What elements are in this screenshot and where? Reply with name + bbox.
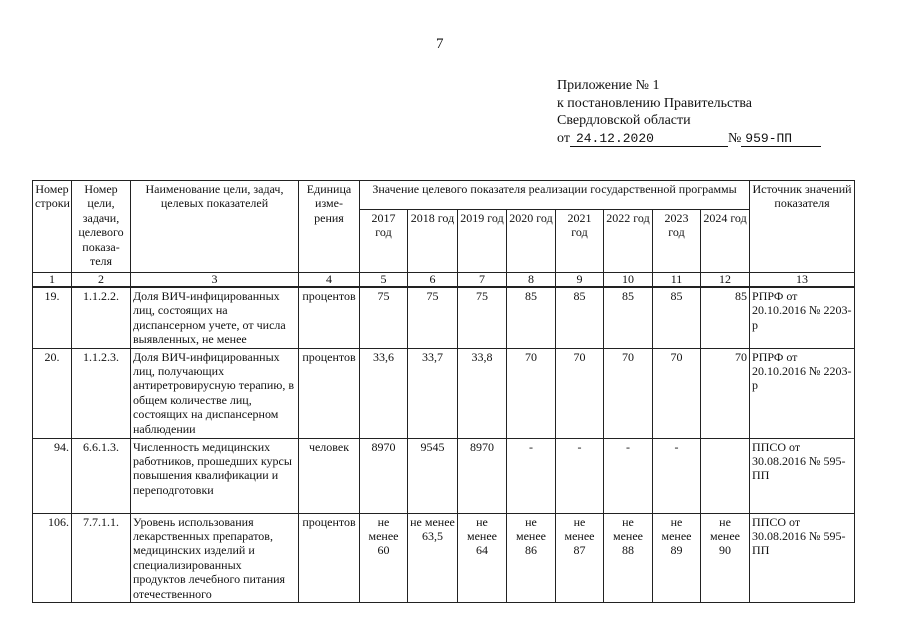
column-number: 12 bbox=[701, 273, 750, 288]
indicator-name: Доля ВИЧ-инфицированных лиц, получающих антиретровирусную терапию, в общем количестве лиц, состоящих на диспансерном наблюдении bbox=[131, 348, 299, 438]
column-number: 3 bbox=[131, 273, 299, 288]
value-cell: 8970 bbox=[360, 438, 408, 513]
value-cell: 9545 bbox=[408, 438, 458, 513]
column-number: 11 bbox=[653, 273, 701, 288]
column-number: 1 bbox=[33, 273, 72, 288]
value-cell: не менее 64 bbox=[458, 513, 507, 602]
appendix-region-line: Свердловской области bbox=[557, 113, 691, 128]
header-year: 2024 год bbox=[701, 210, 750, 273]
header-unit: Единица изме-рения bbox=[299, 181, 360, 273]
value-cell: 33,6 bbox=[360, 348, 408, 438]
value-cell bbox=[701, 438, 750, 513]
column-number: 10 bbox=[604, 273, 653, 288]
value-cell: 70 bbox=[556, 348, 604, 438]
header-year: 2020 год bbox=[507, 210, 556, 273]
goal-number: 6.6.1.3. bbox=[72, 438, 131, 513]
source-cell: РПРФ от 20.10.2016 № 2203-р bbox=[750, 287, 855, 348]
table-row bbox=[33, 348, 855, 438]
column-number: 5 bbox=[360, 273, 408, 288]
value-cell: 33,8 bbox=[458, 348, 507, 438]
number-prefix: № bbox=[727, 130, 742, 146]
value-cell: 85 bbox=[507, 287, 556, 348]
source-cell: РПРФ от 20.10.2016 № 2203-р bbox=[750, 348, 855, 438]
value-cell: - bbox=[556, 438, 604, 513]
goal-number: 7.7.1.1. bbox=[72, 513, 131, 602]
date-prefix: от bbox=[557, 130, 570, 146]
indicator-name: Доля ВИЧ-инфицированных лиц, состоящих на диспансерном учете, от числа выявленных, не менее bbox=[131, 287, 299, 348]
value-cell: не менее 90 bbox=[701, 513, 750, 602]
appendix-title: Приложение № 1 bbox=[557, 78, 660, 93]
value-cell: 85 bbox=[556, 287, 604, 348]
header-goal-no: Номер цели, задачи, целевого показа-теля bbox=[72, 181, 131, 273]
row-number: 20. bbox=[33, 348, 72, 438]
value-cell: - bbox=[653, 438, 701, 513]
unit: процентов bbox=[299, 287, 360, 348]
table-row bbox=[33, 438, 855, 513]
value-cell: 85 bbox=[604, 287, 653, 348]
indicator-name: Численность медицинских работников, прошедших курсы повышения квалификации и переподготовки bbox=[131, 438, 299, 513]
table-row bbox=[33, 287, 855, 348]
value-cell: не менее 89 bbox=[653, 513, 701, 602]
header-year: 2018 год bbox=[408, 210, 458, 273]
indicator-name: Уровень использования лекарственных препаратов, медицинских изделий и специализированных продуктов лечебного питания отечественного bbox=[131, 513, 299, 602]
value-cell: 70 bbox=[604, 348, 653, 438]
value-cell: - bbox=[507, 438, 556, 513]
column-number: 9 bbox=[556, 273, 604, 288]
value-cell: не менее 63,5 bbox=[408, 513, 458, 602]
column-number: 7 bbox=[458, 273, 507, 288]
header-year: 2019 год bbox=[458, 210, 507, 273]
row-number: 94. bbox=[33, 438, 72, 513]
unit: процентов bbox=[299, 513, 360, 602]
header-row-no: Номер строки bbox=[33, 181, 72, 273]
header-year: 2017 год bbox=[360, 210, 408, 273]
column-number: 2 bbox=[72, 273, 131, 288]
appendix-block bbox=[557, 77, 821, 147]
value-cell: 70 bbox=[653, 348, 701, 438]
value-cell: не менее 60 bbox=[360, 513, 408, 602]
source-cell: ППСО от 30.08.2016 № 595-ПП bbox=[750, 438, 855, 513]
value-cell: 85 bbox=[701, 287, 750, 348]
indicators-table bbox=[32, 180, 855, 603]
value-cell: 75 bbox=[408, 287, 458, 348]
row-number: 106. bbox=[33, 513, 72, 602]
goal-number: 1.1.2.2. bbox=[72, 287, 131, 348]
goal-number: 1.1.2.3. bbox=[72, 348, 131, 438]
header-year: 2023 год bbox=[653, 210, 701, 273]
appendix-date-number-line bbox=[557, 130, 821, 148]
value-cell: 70 bbox=[701, 348, 750, 438]
appendix-resolution-line: к постановлению Правительства bbox=[557, 95, 753, 111]
row-number: 19. bbox=[33, 287, 72, 348]
unit: процентов bbox=[299, 348, 360, 438]
column-number: 6 bbox=[408, 273, 458, 288]
column-number: 13 bbox=[750, 273, 855, 288]
value-cell: 75 bbox=[458, 287, 507, 348]
header-year: 2022 год bbox=[604, 210, 653, 273]
value-cell: 85 bbox=[653, 287, 701, 348]
header-values-group: Значение целевого показателя реализации государственной программы bbox=[360, 181, 750, 210]
source-cell: ППСО от 30.08.2016 № 595-ПП bbox=[750, 513, 855, 602]
value-cell: 33,7 bbox=[408, 348, 458, 438]
resolution-date: 24.12.2020 bbox=[570, 132, 728, 147]
table-row bbox=[33, 513, 855, 602]
column-number-row bbox=[33, 273, 855, 288]
unit: человек bbox=[299, 438, 360, 513]
value-cell: не менее 87 bbox=[556, 513, 604, 602]
value-cell: не менее 88 bbox=[604, 513, 653, 602]
page-number: 7 bbox=[436, 36, 444, 52]
resolution-number: 959-ПП bbox=[741, 132, 821, 147]
column-number: 8 bbox=[507, 273, 556, 288]
value-cell: 75 bbox=[360, 287, 408, 348]
value-cell: 8970 bbox=[458, 438, 507, 513]
column-number: 4 bbox=[299, 273, 360, 288]
header-year: 2021 год bbox=[556, 210, 604, 273]
value-cell: - bbox=[604, 438, 653, 513]
value-cell: 70 bbox=[507, 348, 556, 438]
header-name: Наименование цели, задач, целевых показателей bbox=[131, 181, 299, 273]
value-cell: не менее 86 bbox=[507, 513, 556, 602]
header-source: Источник значений показателя bbox=[750, 181, 855, 273]
